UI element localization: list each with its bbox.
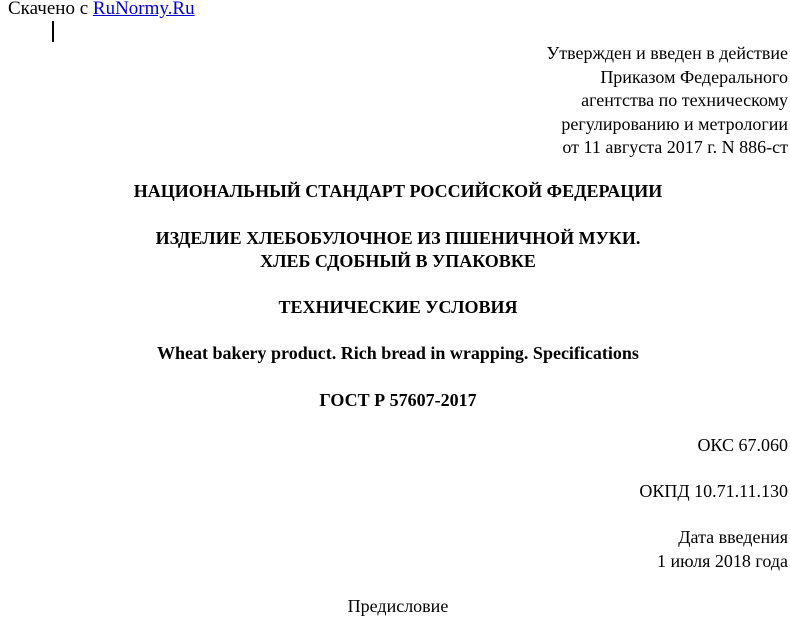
approval-line: Утвержден и введен в действие <box>546 43 788 63</box>
text-cursor <box>52 21 54 42</box>
approval-block <box>546 42 788 160</box>
introduction-date-value: 1 июля 2018 года <box>657 550 788 571</box>
document-subtitle: ТЕХНИЧЕСКИЕ УСЛОВИЯ <box>278 297 518 317</box>
okpd-code: ОКПД 10.71.11.130 <box>639 481 788 501</box>
source-link[interactable]: RuNormy.Ru <box>92 0 195 19</box>
source-prefix: Скачено с <box>8 0 93 19</box>
oks-code: ОКС 67.060 <box>697 435 788 455</box>
preface-heading: Предисловие <box>347 596 449 616</box>
approval-line: от 11 августа 2017 г. N 886-ст <box>562 137 788 157</box>
document-title-line2: ХЛЕБ СДОБНЫЙ В УПАКОВКЕ <box>260 251 536 271</box>
introduction-date-block <box>657 526 788 573</box>
document-title <box>0 227 790 273</box>
national-standard-heading: НАЦИОНАЛЬНЫЙ СТАНДАРТ РОССИЙСКОЙ ФЕДЕРАЦИИ <box>133 181 663 201</box>
source-line <box>8 0 195 20</box>
introduction-date-label: Дата введения <box>678 527 788 547</box>
document-title-line1: ИЗДЕЛИЕ ХЛЕБОБУЛОЧНОЕ ИЗ ПШЕНИЧНОЙ МУКИ. <box>155 228 641 248</box>
approval-line: агентства по техническому <box>581 90 788 110</box>
approval-line: Приказом Федерального <box>600 66 788 87</box>
english-title: Wheat bakery product. Rich bread in wrapping. Specifications <box>157 343 639 363</box>
approval-line: регулированию и метрологии <box>561 113 788 134</box>
gost-number: ГОСТ Р 57607-2017 <box>319 390 477 410</box>
